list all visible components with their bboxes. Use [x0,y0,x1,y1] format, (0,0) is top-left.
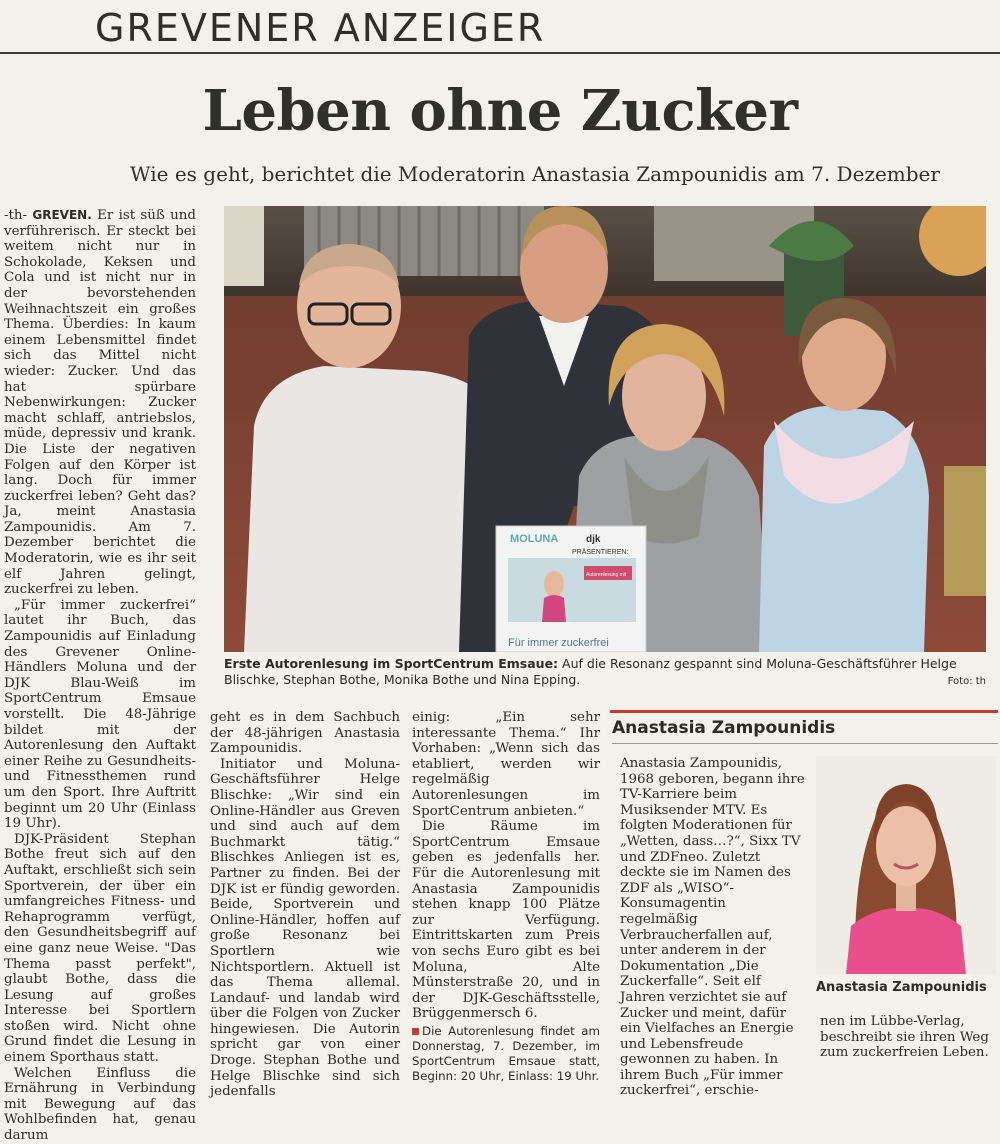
paragraph: Initiator und Moluna-Geschäftsführer Helge Blischke: „Wir sind ein Online-Händler aus Greven und sind auch auf dem Buchmarkt tätig.“ Blischkes Anliegen ist es, Partner zu finden. Bei der DJK ist er fündig geworden. Beide, Sportverein und Online-Händler, hoffen auf große Resonanz bei Sportlern wie Nichtsportlern. Aktuell ist das Thema allemal. Landauf- und landab wird über die Folgen von Zucker hingewiesen. Die Autorin spricht gar von einer Droge. Stephan Bothe und Helge Blischke sind sich jedenfalls [210,756,400,1100]
masthead-rule [0,52,1000,54]
paragraph: „Für immer zuckerfrei“ lautet ihr Buch, das Zampounidis auf Einladung des Grevener Online-Händlers Moluna und der DJK Blau-Weiß im SportCentrum Emsaue vorstellt. Die 48-Jährige bildet mit der Autorenlesung den Auftakt einer Reihe zu Gesundheits- und Fitnessthemen rund um den Sport. Ihre Auftritt beginnt um 20 Uhr (Einlass 19 Uhr). [4,597,196,832]
photo-credit: Foto: th [947,676,986,687]
article-column-3 [412,710,600,1084]
dateline: GREVEN. [32,208,92,222]
sidebar-title: Anastasia Zampounidis [612,718,836,738]
poster-banner: Autorenlesung mit [586,572,627,578]
sidebar-text-continued: nen im Lübbe-Verlag, beschreibt sie ihren Weg zum zuckerfreien Leben. [820,1014,989,1061]
paragraph: geht es in dem Sachbuch der 48-jährigen Anastasia Zampounidis. [210,710,400,757]
bullet-square-icon [412,1028,419,1035]
author-portrait [816,756,996,974]
paragraph: Welchen Einfluss die Ernährung in Verbindung mit Bewegung auf das Wohlbefinden hat, genau darum [4,1065,196,1144]
subheadline: Wie es geht, berichtet die Moderatorin Anastasia Zampounidis am 7. Dezember [130,162,940,186]
paragraph: DJK-Präsident Stephan Bothe freut sich auf den Auftakt, erschließt sich sein Sportverein, der über ein umfangreiches Fitness- und Rehaprogramm verfügt, den Gesundheitsbegriff auf eine ganz neue Weise. "Das Thema passt perfekt", glaubt Bothe, dass die Lesung auf großes Interesse bei Sportlern stoßen wird. Nicht ohne Grund findet die Lesung in einem Sporthaus statt. [4,831,196,1066]
group-photo [224,206,986,652]
portrait-caption: Anastasia Zampounidis [816,980,987,995]
sidebar-text: Anastasia Zampounidis, 1968 geboren, begann ihre TV-Karriere beim Musiksender MTV. Es folgten Moderationen für „Wetten, dass…?“, Sixx TV und ZDFneo. Zuletzt deckte sie im Namen des ZDF als „WISO“-Konsumagentin regelmäßig Verbraucherfallen auf, unter anderem in der Dokumentation „Die Zuckerfalle“. Seit elf Jahren verzichtet sie auf Zucker und meint, dafür ein Vielfaches an Energie und Lebensfreude gewonnen zu haben. In ihrem Buch „Für immer zuckerfrei“, erschie- [620,756,805,1099]
masthead: GREVENER ANZEIGER [95,6,546,50]
headline: Leben ohne Zucker [202,78,798,144]
poster-bottom: Für immer zuckerfrei [508,637,609,649]
sidebar-divider [612,743,998,744]
author-portrait-image [816,756,996,974]
paragraph: Die Räume im SportCentrum Emsaue geben es jedenfalls her. Für die Autorenlesung mit Anastasia Zampounidis stehen knapp 100 Plätze zur Verfügung. Eintrittskarten zum Preis von sechs Euro gibt es bei Moluna, Alte Münsterstraße 20, und in der DJK-Geschäftsstelle, Brüggenmersch 6. [412,819,600,1022]
group-photo-image [224,206,986,652]
photo-caption [224,656,986,688]
byline: -th- [4,208,28,223]
caption-text: Auf die Resonanz gespannt sind Moluna-Geschäftsführer Helge Blischke, Stephan Bothe, Monika Bothe und Nina Epping. [224,656,957,687]
caption-lead: Erste Autorenlesung im SportCentrum Emsaue: [224,656,559,671]
paragraph: einig: „Ein sehr interessante Thema.“ Ihr Vorhaben: „Wenn sich das etabliert, werden wir regelmäßig Autorenlesungen im SportCentrum anbieten.“ [412,710,600,819]
paragraph [4,208,196,598]
poster-partner: djk [586,534,601,545]
poster-brand: MOLUNA [510,533,559,545]
poster-present: PRÄSENTIEREN: [572,549,629,556]
article-column-2 [210,710,400,1100]
article-column-1 [4,208,196,1144]
event-info-text: Die Autorenlesung findet am Donnerstag, 7. Dezember, im SportCentrum Emsaue statt, Beginn: 20 Uhr, Einlass: 19 Uhr. [412,1023,600,1083]
paragraph-text: Er ist süß und verführerisch. Er steckt bei weitem nicht nur in Schokolade, Keksen und Cola und ist nicht nur in der bevorstehenden Weihnachtszeit ein großes Thema. Überdies: In kaum einem Lebensmittel findet sich das Mittel nicht wieder: Zucker. Und das hat spürbare Nebenwirkungen: Zucker macht schlaff, antriebslos, müde, depressiv und krank. Die Liste der negativen Folgen auf den Körper ist lang. Doch für immer zuckerfrei leben? Geht das? Ja, meint Anastasia Zampounidis. Am 7. Dezember berichtet die Moderatorin, wie es ihr seit elf Jahren gelingt, zuckerfrei zu leben. [4,208,197,598]
event-info [412,1024,600,1084]
sidebar-accent-rule [610,710,998,713]
